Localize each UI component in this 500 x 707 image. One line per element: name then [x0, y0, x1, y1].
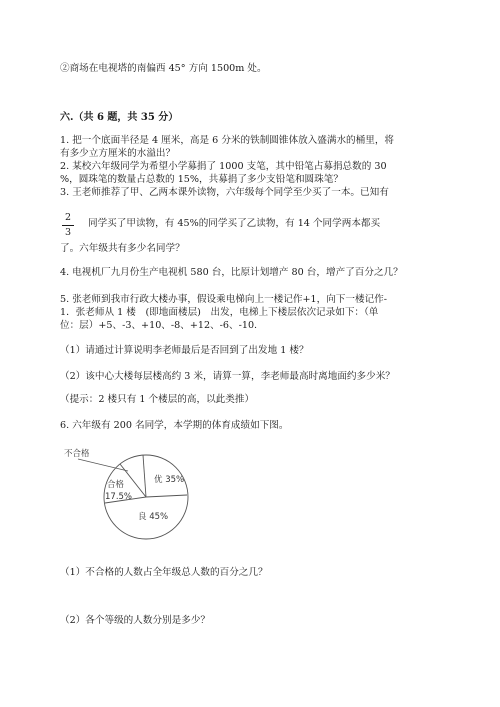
question-6-sub-2: （2）各个等级的人数分别是多少？	[60, 615, 211, 626]
question-3-line-1: 3. 王老师推荐了甲、乙两本课外读物，六年级每个同学至少买了一本。已知有	[60, 187, 389, 198]
pie-divider-center-right	[146, 495, 187, 497]
pie-label-pass-percent: 17.5%	[105, 492, 133, 502]
question-3-line-2: 同学买了甲读物，有 45%的同学买了乙读物，有 14 个同学两本都买	[88, 218, 381, 229]
question-5-sub-2: （2）该中心大楼每层楼高约 3 米，请算一算，李老师最高时离地面约多少米？	[60, 371, 395, 382]
pie-chart	[60, 445, 190, 545]
question-5-hint: （提示：2 楼只有 1 个楼层的高，以此类推）	[60, 394, 255, 405]
pie-label-good: 良 45%	[138, 512, 169, 522]
fraction-numerator: 2	[62, 212, 74, 226]
fraction-denominator: 3	[64, 227, 72, 238]
question-6: 6. 六年级有 200 名同学，本学期的体育成绩如下图。	[60, 420, 289, 431]
question-2-line-1: 2. 某校六年级同学为希望小学募捐了 1000 支笔，其中铅笔占募捐总数的 30	[60, 161, 387, 172]
question-4: 4. 电视机厂九月份生产电视机 580 台，比原计划增产 80 台，增产了百分之几？	[60, 267, 403, 278]
question-1-line-1: 1. 把一个底面半径是 4 厘米，高是 6 分米的铁制圆锥体放入盛满水的桶里，将	[60, 135, 395, 146]
pie-label-pass: 合格	[107, 480, 125, 490]
question-5-line-1: 5. 张老师到我市行政大楼办事，假设乘电梯向上一楼记作+1，向下一楼记作-	[60, 294, 387, 305]
question-6-sub-1: （1）不合格的人数占全年级总人数的百分之几？	[60, 567, 268, 578]
question-3-line-3: 了。六年级共有多少名同学？	[60, 243, 185, 254]
pie-label-fail: 不合格	[64, 449, 90, 459]
pie-divider-center-top	[143, 455, 146, 497]
question-2-line-2: %，圆珠笔的数量占总数的 15%，共募捐了多少支铅笔和圆珠笔？	[60, 174, 343, 185]
question-5-sub-1: （1）请通过计算说明李老师最后是否回到了出发地 1 楼？	[60, 345, 309, 356]
question-5-line-2: 1．张老师从 1 楼 (即地面楼层) 出发，电梯上下楼层依次记录如下：（单	[60, 307, 379, 318]
question-5-line-3: 位：层）+5、-3、+10、-8、+12、-6、-10.	[60, 320, 258, 331]
question-1-line-2: 有多少立方厘米的水溢出？	[60, 148, 176, 159]
pie-label-excellent: 优 35%	[154, 475, 185, 485]
fraction-two-thirds	[62, 212, 74, 239]
section-title: 六.（共 6 题，共 35 分）	[60, 112, 179, 123]
text-line-commerce: ②商场在电视塔的南偏西 45° 方向 1500m 处。	[60, 63, 267, 74]
